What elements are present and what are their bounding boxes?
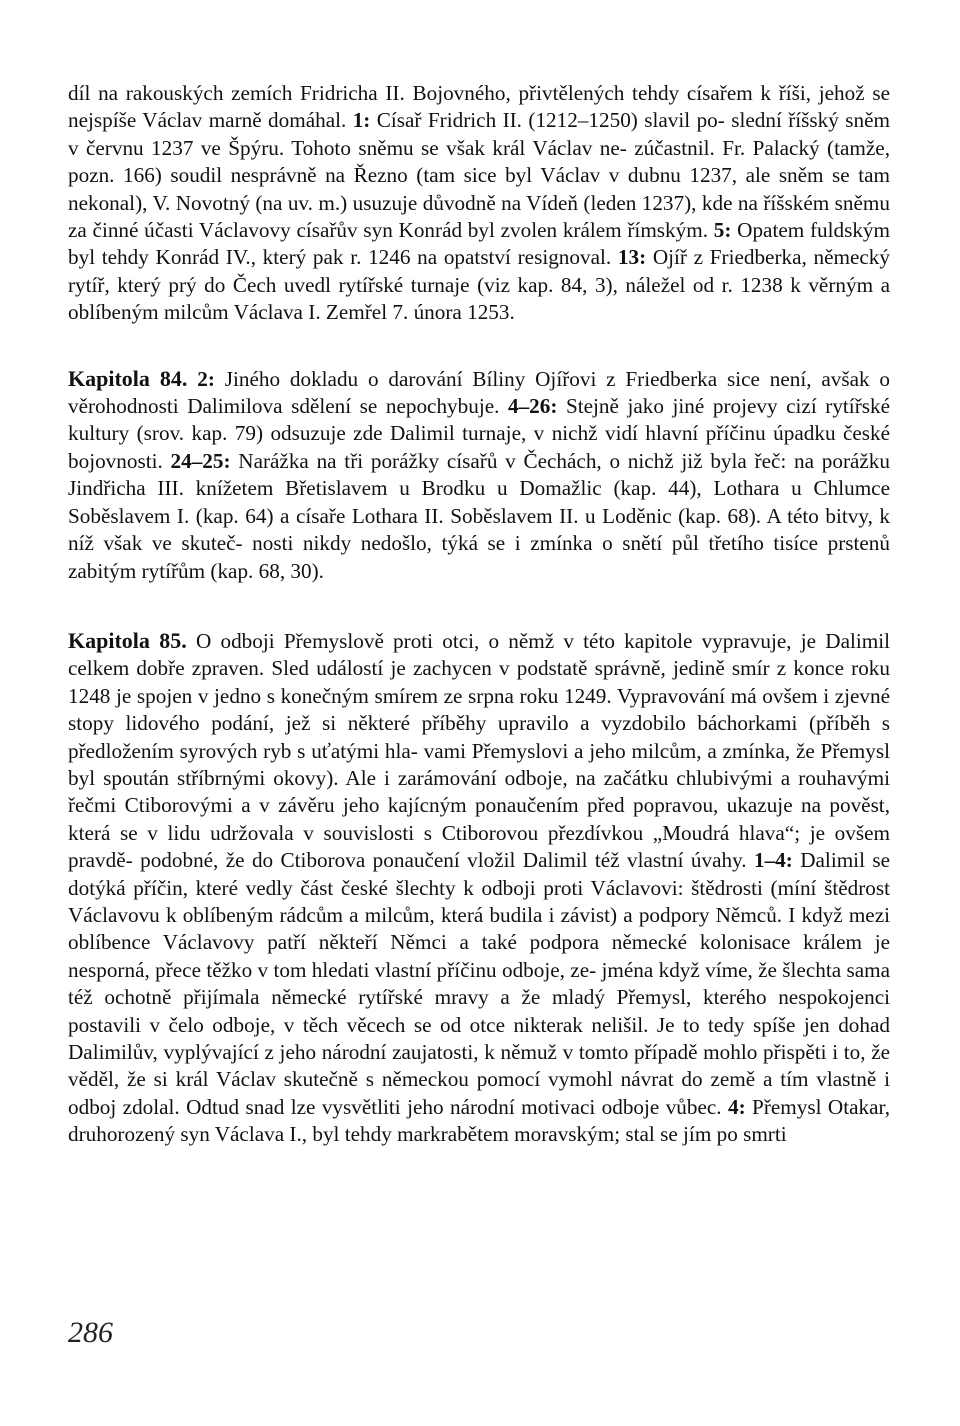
chapter-heading: Kapitola 84. (68, 365, 188, 391)
commentary-text: O odboji Přemyslově proti otci, o němž v této kapitole vypravuje, je Dalimil celkem dobře zpraven. Sled událostí je zachycen v podstatě správně, jedině smír z konce roku 1248 je spojen v jedno s konečným smírem ze srpna roku 1249. Vypravování má ovšem i zjevné stopy lidového podání, jež si některé příběhy upravilo a vyzdobilo báchorkami (příběh s předložením syrových ryb s uťatými hla- vami Přemyslovi a jeho milcům, a zmínka, že Přemysl byl spoután stříbrnými okovy). Ale i zarámování odboje, na začátku chlubivými a rouhavými řečmi Ctiborovými a v závěru jeho kajícným ponaučením před popravou, ukazuje na pověst, která se v lidu udržovala v souvislosti s Ctiborovou přezdívkou „Moudrá hlava“; je ovšem pravdě- podobné, že do Ctiborova ponaučení vložil Dalimil též vlastní úvahy. (68, 628, 890, 873)
commentary-text: díl na rakouských zemích Fridricha II. Bojovného, přivtělených tehdy císařem k říši, jehož se nejspíše Václav marně domáhal. (68, 81, 890, 133)
verse-reference: 4–26: (507, 394, 558, 419)
commentary-text: Císař Fridrich II. (1212–1250) slavil po- slední říšský sněm v červnu 1237 ve Špýru. Tohoto sněmu se však král Václav ne- zúčastnil. Fr. Palacký (tamže, pozn. 166) soudil nesprávně na Řezno (tam sice byl Václav v dubnu 1237, ale sněm se tam nekonal), V. Novotný (na uv. m.) usuzuje důvodně na Vídeň (leden 1237), kde na říšském sněmu za činné účasti Václavovy císařův syn Konrád byl zvolen králem římským. (68, 108, 890, 243)
page-number: 286 (68, 1316, 113, 1349)
verse-reference: 5: (713, 218, 732, 243)
verse-reference: 1–4: (753, 848, 793, 873)
commentary-text: Narážka na tři porážky císařů v Čechách, o nichž již byla řeč: na porážku Jindřicha III. knížetem Břetislavem u Brodku u Domažlic (kap. 44), Lothara u Chlumce Soběslavem I. (kap. 64) a císaře Lothara II. Soběslavem II. u Loděnic (kap. 68). A této bitvy, k níž však ve skuteč- nosti nikdy nedošlo, týká se i zmínka o snětí půl třetího tisíce prstenů zabitým rytířům (kap. 68, 30). (68, 448, 890, 583)
verse-reference: 1: (352, 108, 371, 133)
commentary-text: Jiného dokladu o darování Bíliny Ojířovi z Friedberka sice není, avšak o věrohodnosti Dalimilova sdělení se nepochybuje. (68, 366, 890, 419)
commentary-text: Stejně jako jiné projevy cizí rytířské kultury (srov. kap. 79) odsuzuje zde Dalimil turnaje, v nichž vidí hlavní příčinu úpadku české bojovnosti. (68, 394, 890, 473)
paragraph-kapitola-84 (68, 365, 890, 585)
verse-reference: 24–25: (170, 448, 231, 473)
verse-reference: 4: (728, 1094, 746, 1119)
paragraph-kapitola-85 (68, 627, 890, 1149)
verse-reference: 13: (617, 245, 647, 270)
commentary-text: Ojíř z Friedberka, německý rytíř, který prý do Čech uvedl rytířské turnaje (viz kap. 84, 3), náležel od r. 1238 k věrným a oblíbeným milcům Václava I. Zemřel 7. února 1253. (68, 245, 890, 325)
page-body (68, 80, 890, 1149)
verse-reference: 2: (197, 366, 215, 391)
commentary-text (187, 367, 197, 391)
commentary-text: Přemysl Otakar, druhorozený syn Václava I., byl tehdy markrabětem moravským; stal se jím po smrti (68, 1094, 891, 1147)
commentary-text: Opatem fuldským byl tehdy Konrád IV., který pak r. 1246 na opatství resignoval. (68, 218, 890, 270)
commentary-text: Dalimil se dotýká příčin, které vedly část české šlechty k odboji proti Václavovi: štědrosti (míní štědrost Václavovu k oblíbeným rádcům a milcům, která budila i závist) a podpory Němců. I když mezi oblíbence Václavovy patří někteří Němci a také podpora německé kolonisace králem je nesporná, přece těžko v tom hledati vlastní příčinu odboje, ze- jména když víme, že šlechta sama též ochotně přijímala německé rytířské mravy a že mladý Přemysl, kterého nespokojenci postavili v čelo odboje, v těch věcech se od otce nikterak nelišil. Je to tedy spíše jen dohad Dalimilův, vyplývající z jeho národní zaujatosti, k němuž v tomto případě mohlo přispěti i to, že věděl, že si král Václav skutečně s německou pomocí vymohl návrat do země a tím vlastně i odboj zdolal. Odtud snad lze vysvětliti jeho národní motivaci odboje vůbec. (68, 848, 890, 1119)
chapter-heading: Kapitola 85. (68, 627, 187, 653)
paragraph-1 (68, 80, 890, 327)
